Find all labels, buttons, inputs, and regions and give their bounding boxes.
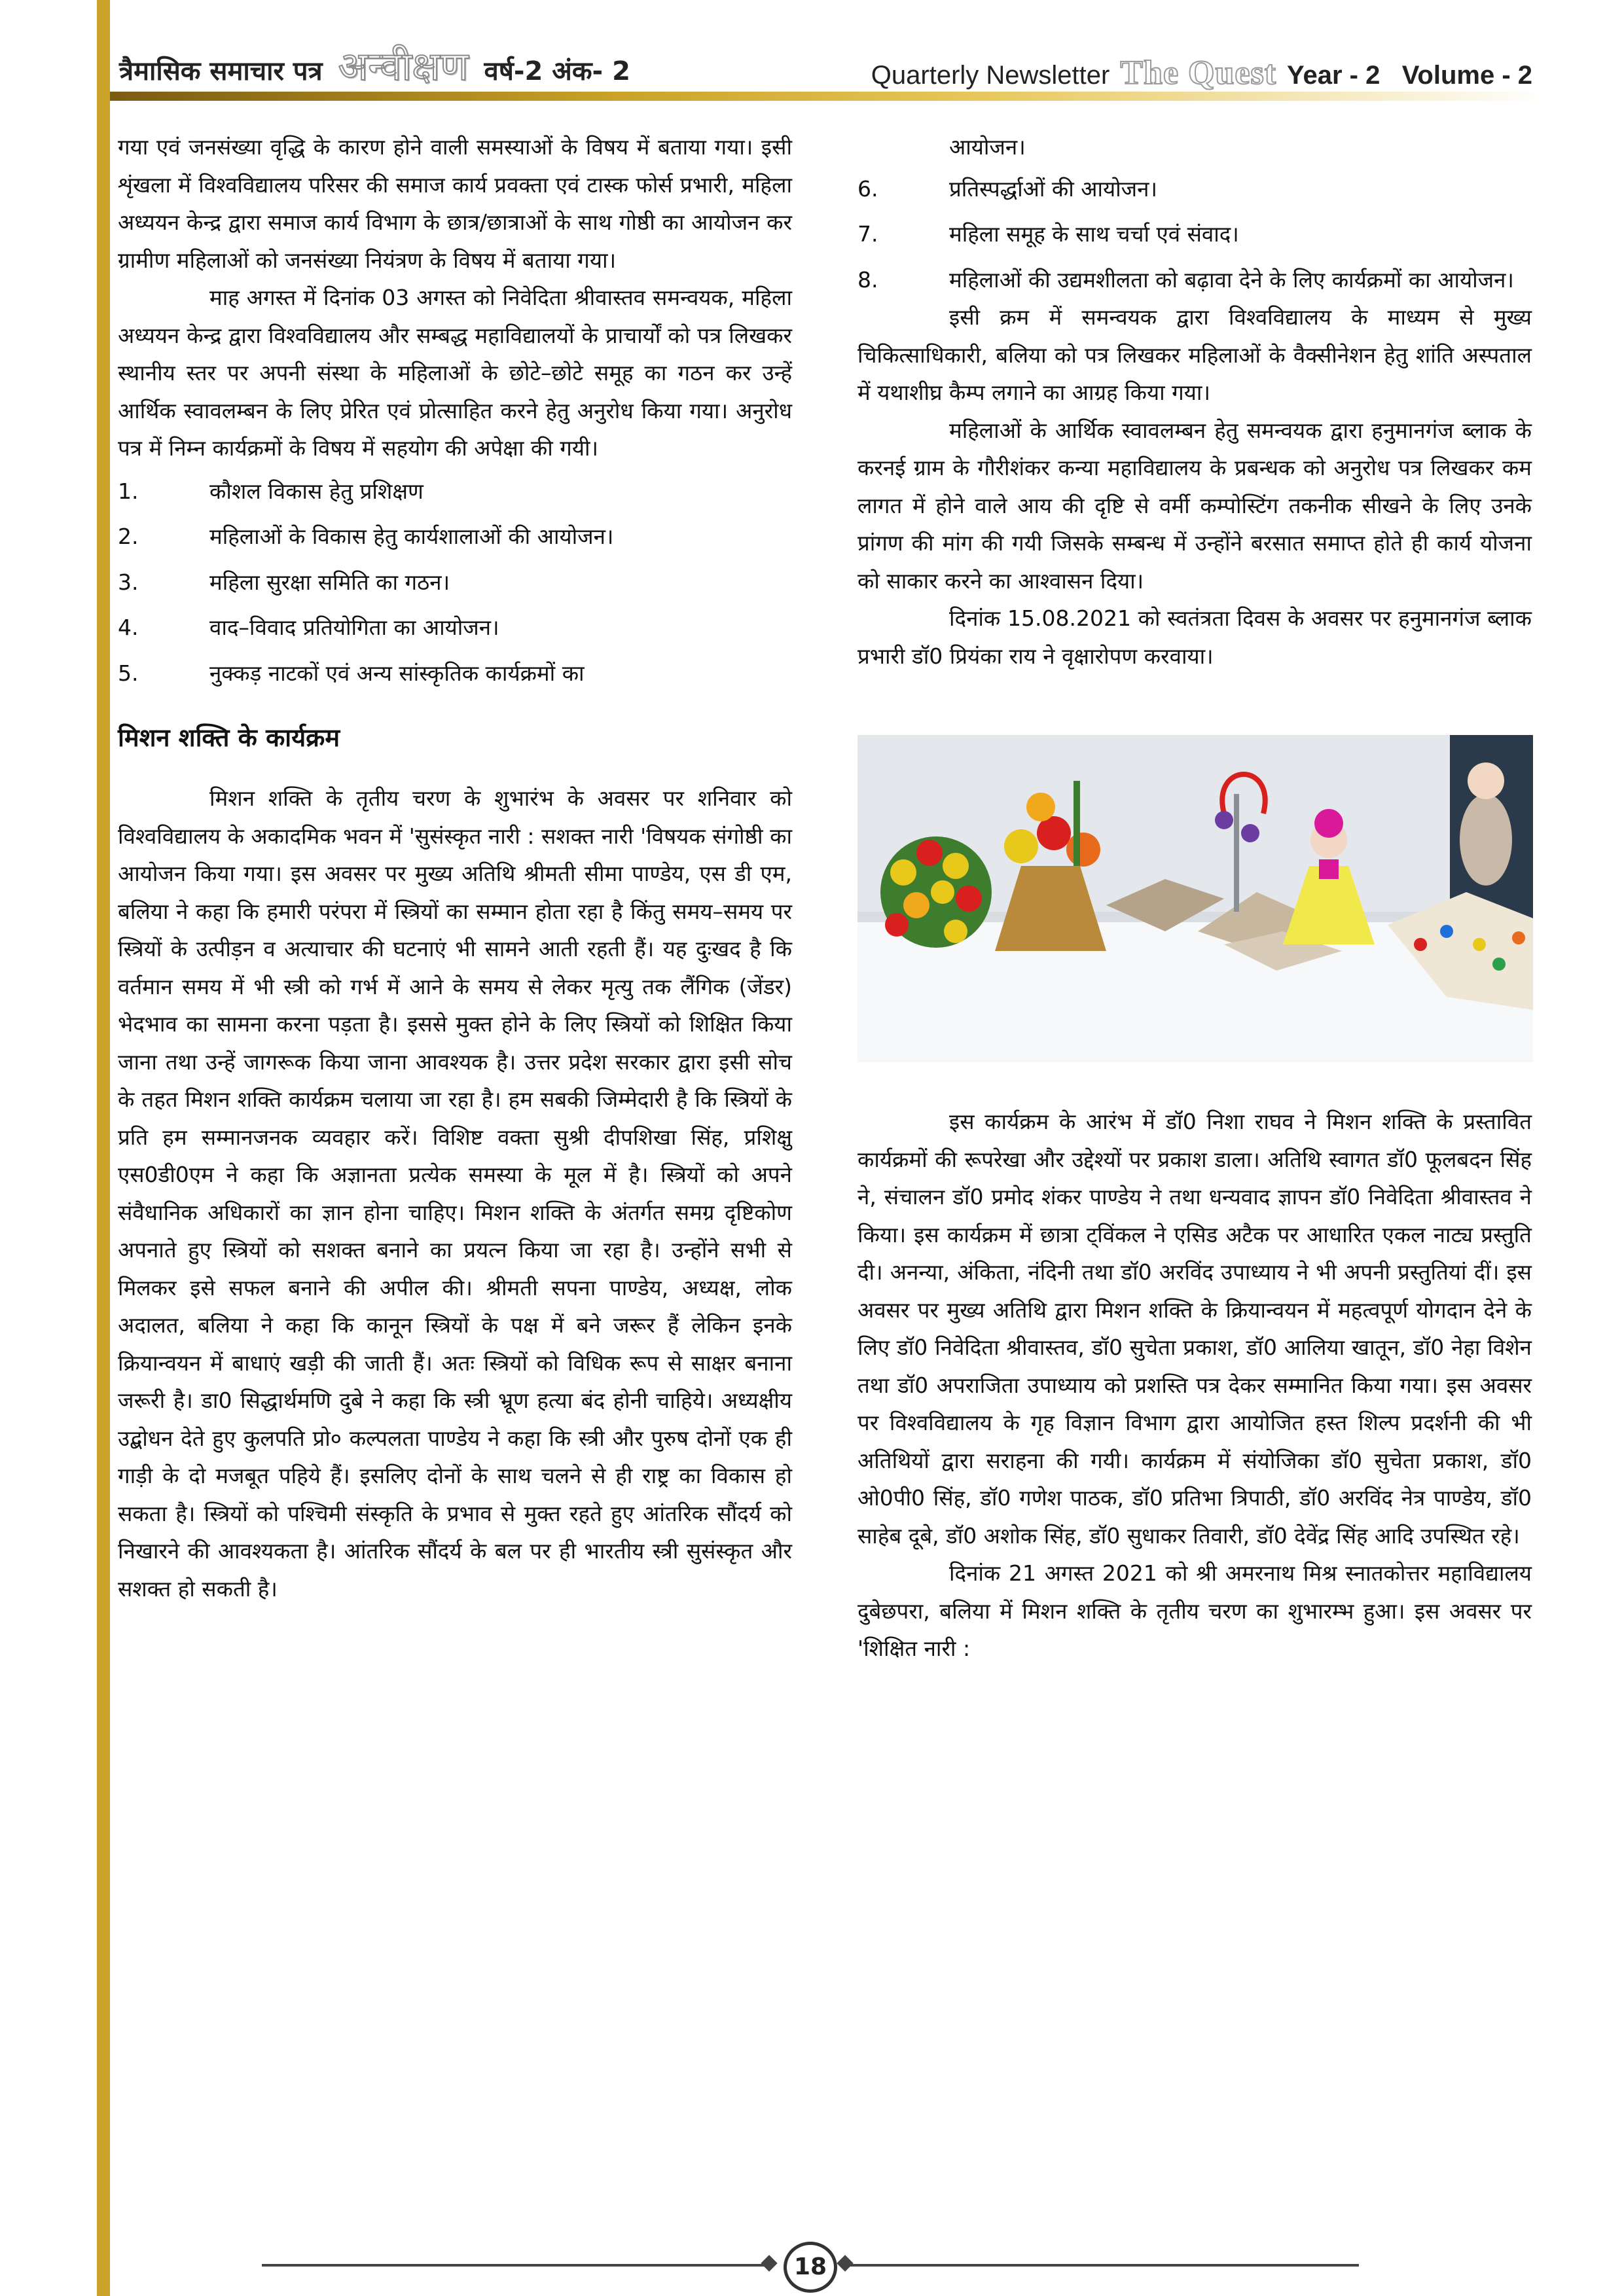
header-english-brand: The Quest xyxy=(1120,54,1277,92)
list-text: महिलाओं के विकास हेतु कार्यशालाओं की आयोजन। xyxy=(209,524,614,549)
list-number: 8. xyxy=(857,266,878,293)
list-number: 5. xyxy=(118,660,139,686)
list-item xyxy=(118,518,792,556)
list-item xyxy=(118,473,792,511)
program-list xyxy=(118,473,792,692)
header-hindi-title xyxy=(119,38,630,92)
header-rule xyxy=(110,92,1550,101)
list-number: 1. xyxy=(118,478,139,504)
list-number: 2. xyxy=(118,524,139,549)
list-text: महिला समूह के साथ चर्चा एवं संवाद। xyxy=(949,221,1239,247)
page-number: 18 xyxy=(784,2242,837,2293)
paragraph: दिनांक 21 अगस्त 2021 को श्री अमरनाथ मिश्र स्नातकोत्तर महाविद्यालय दुबेछपरा, बलिया में मिशन शक्ति के तृतीय चरण का शुभारम्भ हुआ। इस अवसर पर 'शिक्षित नारी : xyxy=(857,1560,1532,1661)
paragraph: मिशन शक्ति के तृतीय चरण के शुभारंभ के अवसर पर शनिवार को विश्वविद्यालय के अकादमिक भवन में 'सुसंस्कृत नारी : सशक्त नारी 'विषयक संगोष्ठी का आयोजन किया गया। इस अवसर पर मुख्य अतिथि श्रीमती सीमा पाण्डेय, एस डी एम, बलिया ने कहा कि हमारी परंपरा में स्त्रियों का सम्मान होता रहा है किंतु समय–समय पर स्त्रियों के उत्पीड़न व अत्याचार की घटनाएं भी सामने आती रहती हैं। यह दुःखद है कि वर्तमान समय में भी स्त्री को गर्भ में आने के समय से लेकर मृत्यु तक लैंगिक (जेंडर) भेदभाव का सामना करना पड़ता है। इससे मुक्त होने के लिए स्त्रियों को शिक्षित किया जाना तथा उन्हें जागरूक किया जाना आवश्यक है। उत्तर प्रदेश सरकार द्वारा इसी सोच के तहत मिशन शक्ति कार्यक्रम चलाया जा रहा है। हम सबकी जिम्मेदारी है कि स्त्रियों के प्रति हम सम्मानजनक व्यवहार करें। विशिष्ट वक्ता सुश्री दीपशिखा सिंह, प्रशिक्षु एस0डी0एम ने कहा कि अज्ञानता प्रत्येक समस्या के मूल में है। स्त्रियों को अपने संवैधानिक अधिकारों का ज्ञान होना चाहिए। मिशन शक्ति के अंतर्गत समग्र दृष्टिकोण अपनाते हुए स्त्रियों को सशक्त बनाने का प्रयत्न किया जा रहा है। उन्होंने सभी से मिलकर इसे सफल बनाने की अपील की। श्रीमती सपना पाण्डेय, अध्यक्ष, लोक अदालत, बलिया ने कहा कि कानून स्त्रियों के पक्ष में बने जरूर हैं लेकिन इनके क्रियान्वयन में बाधाएं खड़ी की जाती हैं। अतः स्त्रियों को विधिक रूप से साक्षर बनाना जरूरी है। डा0 सिद्धार्थमणि दुबे ने कहा कि स्त्री भ्रूण हत्या बंद होनी चाहिये। अध्यक्षीय उद्बोधन देते हुए कुलपति प्रो० कल्पलता पाण्डेय ने कहा कि स्त्री और पुरुष दोनों एक ही गाड़ी के दो मजबूत पहिये हैं। इसलिए दोनों के साथ चलने से ही राष्ट्र का विकास हो सकता है। स्त्रियों को पश्चिमी संस्कृति के प्रभाव से मुक्त रहते हुए आंतरिक सौंदर्य को निखारने की आवश्यकता है। आंतरिक सौंदर्य के बल पर ही भारतीय स्त्री सुसंस्कृत और सशक्त हो सकती है। xyxy=(118,785,792,1602)
list-item xyxy=(857,261,1532,299)
gold-margin-bar xyxy=(97,0,110,2296)
header-hindi-brand: अन्वीक्षण xyxy=(338,44,469,90)
paragraph: गया एवं जनसंख्या वृद्धि के कारण होने वाली समस्याओं के विषय में बताया गया। इसी शृंखला में विश्वविद्यालय परिसर की समाज कार्य प्रवक्ता एवं टास्क फोर्स प्रभारी, महिला अध्ययन केन्द्र द्वारा समाज कार्य विभाग के छात्र/छात्राओं के साथ गोष्ठी का आयोजन कर ग्रामीण महिलाओं को जनसंख्या नियंत्रण के विषय में बताया गया। xyxy=(118,134,792,273)
header-right-prefix: Quarterly Newsletter xyxy=(871,61,1110,90)
footer-rule-left xyxy=(262,2264,772,2267)
list-item xyxy=(118,564,792,601)
program-list-continued xyxy=(857,170,1532,299)
paragraph: महिलाओं के आर्थिक स्वावलम्बन हेतु समन्वयक द्वारा हनुमानगंज ब्लाक के करनई ग्राम के गौरीशंकर कन्या महाविद्यालय के प्रबन्धक को अनुरोध पत्र लिखकर कम लागत में होने वाले आय की दृष्टि से वर्मी कम्पोस्टिंग तकनीक सीखने के लिए उनके प्रांगण की मांग की गयी जिसके सम्बन्ध में उन्होंने बरसात समाप्त होते ही कार्य योजना को साकार करने का आश्वासन दिया। xyxy=(857,417,1532,594)
list-number: 6. xyxy=(857,175,878,202)
list-item xyxy=(118,609,792,647)
list-continuation-text: आयोजन। xyxy=(949,134,1026,160)
list-text: प्रतिस्पर्द्धाओं की आयोजन। xyxy=(949,175,1157,202)
list-continuation xyxy=(857,128,1532,166)
list-item xyxy=(118,655,792,692)
paragraph: माह अगस्त में दिनांक 03 अगस्त को निवेदिता श्रीवास्तव समन्वयक, महिला अध्ययन केन्द्र द्वारा विश्वविद्यालय और सम्बद्ध महाविद्यालयों के प्राचार्यों को पत्र लिखकर स्थानीय स्तर पर अपनी संस्था के महिलाओं के छोटे–छोटे समूह का गठन कर उन्हें आर्थिक स्वावलम्बन के लिए प्रेरित एवं प्रोत्साहित करने हेतु अनुरोध किया गया। अनुरोध पत्र में निम्न कार्यक्रमों के विषय में सहयोग की अपेक्षा की गयी। xyxy=(118,285,792,461)
header-year: Year - 2 xyxy=(1287,61,1380,90)
header-left-prefix: त्रैमासिक समाचार पत्र xyxy=(119,56,323,86)
header-volume: Volume - 2 xyxy=(1401,61,1532,90)
list-item xyxy=(857,170,1532,208)
list-text: महिलाओं की उद्यमशीलता को बढ़ावा देने के लिए कार्यक्रमों का आयोजन। xyxy=(949,266,1514,293)
list-item xyxy=(857,215,1532,253)
left-column xyxy=(118,128,792,1607)
flower-bouquet-left xyxy=(880,836,992,948)
list-text: वाद–विवाद प्रतियोगिता का आयोजन। xyxy=(209,615,499,640)
header-left-suffix: वर्ष-2 अंक- 2 xyxy=(484,56,630,86)
photo-illustration xyxy=(857,735,1533,1062)
page-header xyxy=(0,0,1624,111)
footer-rule-right xyxy=(848,2264,1359,2267)
list-text: महिला सुरक्षा समिति का गठन। xyxy=(209,569,450,595)
paragraph: इसी क्रम में समन्वयक द्वारा विश्वविद्यालय के माध्यम से मुख्य चिकित्साधिकारी, बलिया को पत्र लिखकर महिलाओं के वैक्सीनेशन हेतु शांति अस्पताल में यथाशीघ्र कैम्प लगाने का आग्रह किया गया। xyxy=(857,304,1532,405)
list-text: नुक्कड़ नाटकों एवं अन्य सांस्कृतिक कार्यक्रमों का xyxy=(209,660,585,686)
paragraph: दिनांक 15.08.2021 को स्वतंत्रता दिवस के अवसर पर हनुमानगंज ब्लाक प्रभारी डॉ0 प्रियंका राय ने वृक्षारोपण करवाया। xyxy=(857,605,1532,669)
footer-diamond-right xyxy=(837,2255,853,2271)
header-english-title xyxy=(871,54,1532,92)
right-column xyxy=(857,128,1532,1668)
list-text: कौशल विकास हेतु प्रशिक्षण xyxy=(209,478,424,504)
list-number: 7. xyxy=(857,221,878,247)
list-number: 4. xyxy=(118,615,139,640)
footer-diamond-left xyxy=(761,2255,777,2271)
handicraft-exhibition-photo xyxy=(857,735,1533,1062)
paragraph: इस कार्यक्रम के आरंभ में डॉ0 निशा राघव ने मिशन शक्ति के प्रस्तावित कार्यक्रमों की रूपरेखा और उद्देश्यों पर प्रकाश डाला। अतिथि स्वागत डॉ0 फूलबदन सिंह ने, संचालन डॉ0 प्रमोद शंकर पाण्डेय ने तथा धन्यवाद ज्ञापन डॉ0 निवेदिता श्रीवास्तव ने किया। इस कार्यक्रम में छात्रा ट्विंकल ने एसिड अटैक पर आधारित एकल नाट्य प्रस्तुति दी। अनन्या, अंकिता, नंदिनी तथा डॉ0 अरविंद उपाध्याय ने भी अपनी प्रस्तुतियां दीं। इस अवसर पर मुख्य अतिथि द्वारा मिशन शक्ति के क्रियान्वयन में महत्वपूर्ण योगदान देने के लिए डॉ0 निवेदिता श्रीवास्तव, डॉ0 सुचेता प्रकाश, डॉ0 आलिया खातून, डॉ0 नेहा विशेन तथा डॉ0 अपराजिता उपाध्याय को प्रशस्ति पत्र देकर सम्मानित किया गया। इस अवसर पर विश्वविद्यालय के गृह विज्ञान विभाग द्वारा आयोजित हस्त शिल्प प्रदर्शनी की भी अतिथियों द्वारा सराहना की गयी। कार्यक्रम में संयोजिका डॉ0 सुचेता प्रकाश, डॉ0 ओ0पी0 सिंह, डॉ0 गणेश पाठक, डॉ0 प्रतिभा त्रिपाठी, डॉ0 अरविंद नेत्र पाण्डेय, डॉ0 साहेब दूबे, डॉ0 अशोक सिंह, डॉ0 सुधाकर तिवारी, डॉ0 देवेंद्र सिंह आदि उपस्थित रहे। xyxy=(857,1109,1532,1549)
list-number: 3. xyxy=(118,569,139,595)
section-heading: मिशन शक्ति के कार्यक्रम xyxy=(118,723,340,752)
